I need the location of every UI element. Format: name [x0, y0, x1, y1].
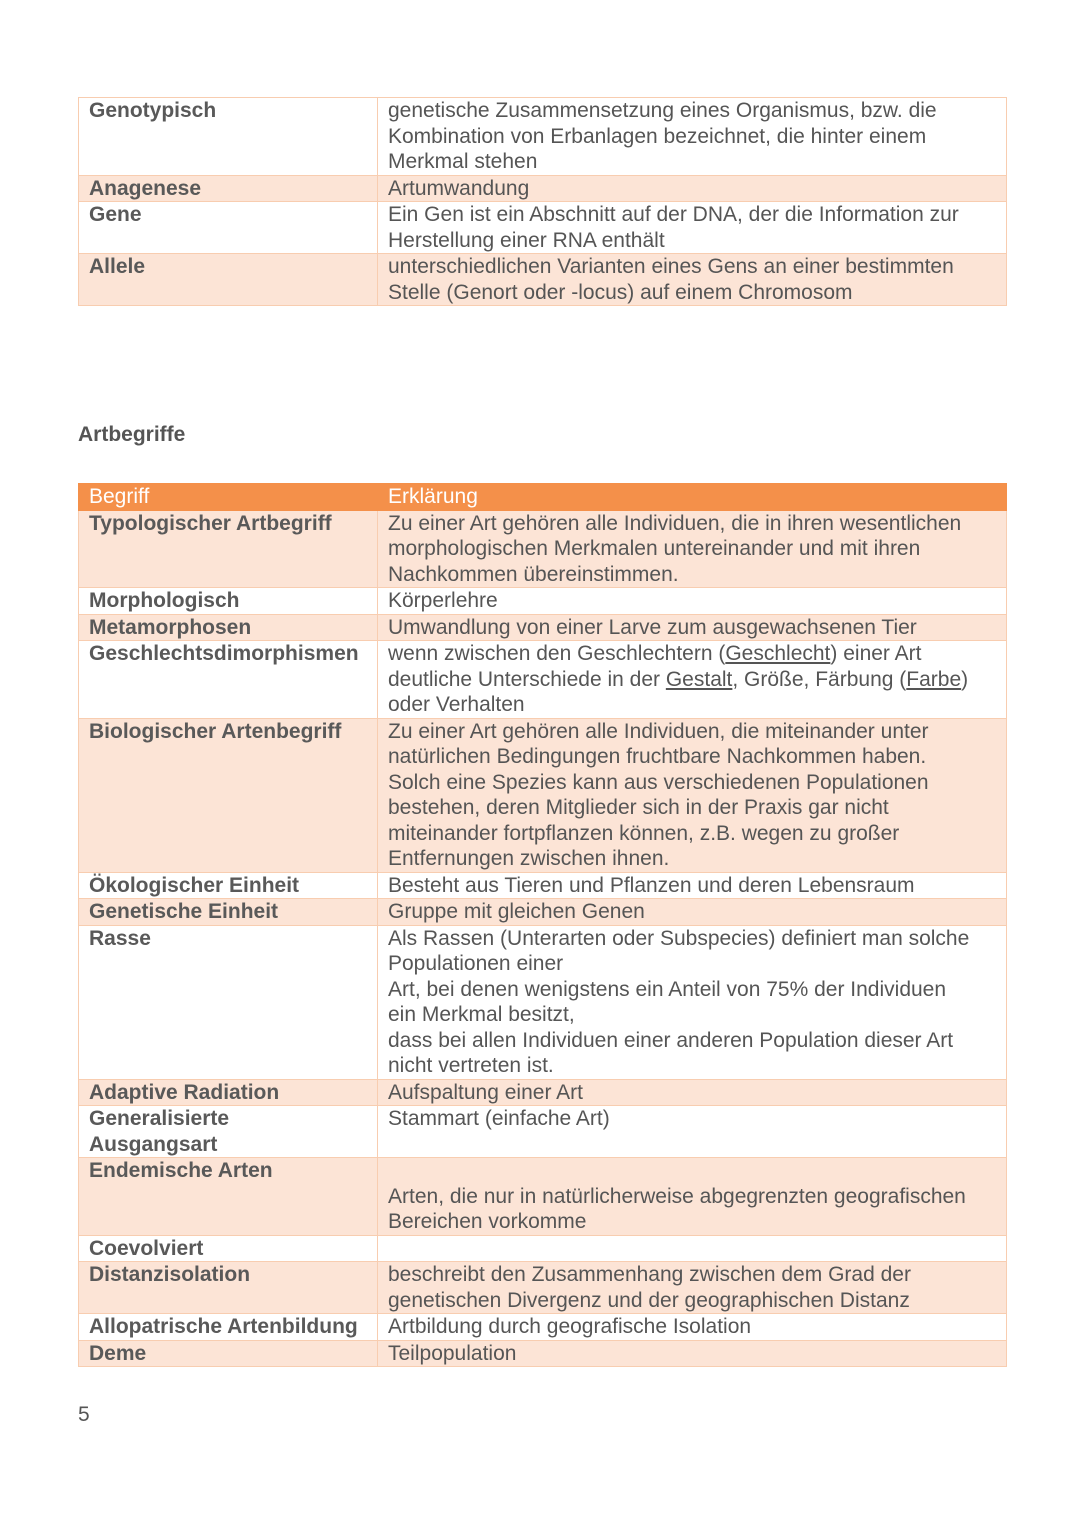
table-row — [79, 1106, 1007, 1158]
term-cell: Allopatrische Artenbildung — [79, 1314, 378, 1341]
table-row — [79, 1079, 1007, 1106]
definition-cell: Gruppe mit gleichen Genen — [378, 899, 1007, 926]
term-cell: Gene — [79, 202, 378, 254]
table-row — [79, 1314, 1007, 1341]
definition-cell: Umwandlung von einer Larve zum ausgewachsenen Tier — [378, 614, 1007, 641]
link-geschlecht[interactable]: Geschlecht — [725, 642, 831, 665]
table-row — [79, 872, 1007, 899]
definition-text: ) oder Verhalten — [388, 667, 969, 716]
definition-cell: Körperlehre — [378, 588, 1007, 615]
header-term: Begriff — [79, 484, 378, 511]
term-cell: Geschlechtsdimorphismen — [79, 641, 378, 719]
term-cell: Morphologisch — [79, 588, 378, 615]
table-row — [79, 254, 1007, 306]
term-cell: Adaptive Radiation — [79, 1079, 378, 1106]
definition-cell: beschreibt den Zusammenhang zwischen dem Grad der genetischen Divergenz und der geographischen Distanz — [378, 1262, 1007, 1314]
term-cell: Rasse — [79, 925, 378, 1079]
term-cell: Anagenese — [79, 175, 378, 202]
definition-cell: Arten, die nur in natürlicherweise abgegrenzten geografischen Bereichen vorkomme — [378, 1158, 1007, 1236]
term-cell: Coevolviert — [79, 1235, 378, 1262]
table-row — [79, 614, 1007, 641]
table-row — [79, 1340, 1007, 1367]
section-title: Artbegriffe — [78, 423, 186, 446]
header-definition: Erklärung — [378, 484, 1007, 511]
term-cell: Ökologischer Einheit — [79, 872, 378, 899]
term-cell: Deme — [79, 1340, 378, 1367]
term-cell: Generalisierte Ausgangsart — [79, 1106, 378, 1158]
definition-cell: Ein Gen ist ein Abschnitt auf der DNA, der die Information zur Herstellung einer RNA enthält — [378, 202, 1007, 254]
term-cell: Biologischer Artenbegriff — [79, 718, 378, 872]
definition-cell: Als Rassen (Unterarten oder Subspecies) definiert man solche Populationen einer Art, bei denen wenigstens ein Anteil von 75% der Individuen ein Merkmal besitzt, dass bei allen Individuen einer anderen Population dieser Art nicht vertreten ist. — [378, 925, 1007, 1079]
table-row — [79, 899, 1007, 926]
term-cell: Metamorphosen — [79, 614, 378, 641]
link-farbe[interactable]: Farbe — [906, 667, 962, 691]
definition-cell: Stammart (einfache Art) — [378, 1106, 1007, 1158]
table-header-row — [79, 484, 1007, 511]
term-cell: Endemische Arten — [79, 1158, 378, 1236]
definition-text: , Größe, Färbung ( — [732, 667, 907, 691]
definition-text: ) einer Art deutliche Unterschiede in der — [388, 642, 922, 691]
table-row — [79, 175, 1007, 202]
link-gestalt[interactable]: Gestalt — [665, 667, 733, 691]
definition-cell — [378, 641, 1007, 719]
definition-text: wenn zwischen den Geschlechtern ( — [388, 642, 726, 665]
definition-cell: genetische Zusammensetzung eines Organismus, bzw. die Kombination von Erbanlagen bezeichnet, die hinter einem Merkmal stehen — [378, 98, 1007, 176]
table-row — [79, 202, 1007, 254]
definition-cell: Teilpopulation — [378, 1340, 1007, 1367]
definitions-table-top — [78, 97, 1007, 306]
term-cell: Genotypisch — [79, 98, 378, 176]
definition-cell: Aufspaltung einer Art — [378, 1079, 1007, 1106]
definition-cell: Zu einer Art gehören alle Individuen, die miteinander unter natürlichen Bedingungen fruchtbare Nachkommen haben. Solch eine Spezies kann aus verschiedenen Populationen bestehen, deren Mitglieder sich in der Praxis gar nicht miteinander fortpflanzen können, z.B. wegen zu großer Entfernungen zwischen ihnen. — [378, 718, 1007, 872]
table-row — [79, 1262, 1007, 1314]
table-row — [79, 718, 1007, 872]
definition-cell: unterschiedlichen Varianten eines Gens an einer bestimmten Stelle (Genort oder -locus) auf einem Chromosom — [378, 254, 1007, 306]
definition-cell: Artbildung durch geografische Isolation — [378, 1314, 1007, 1341]
definition-cell: Zu einer Art gehören alle Individuen, die in ihren wesentlichen morphologischen Merkmalen untereinander und mit ihren Nachkommen übereinstimmen. — [378, 510, 1007, 588]
table-row — [79, 588, 1007, 615]
term-cell: Distanzisolation — [79, 1262, 378, 1314]
definition-cell: Artumwandung — [378, 175, 1007, 202]
term-cell: Typologischer Artbegriff — [79, 510, 378, 588]
table-row — [79, 510, 1007, 588]
definition-cell: Besteht aus Tieren und Pflanzen und deren Lebensraum — [378, 872, 1007, 899]
table-row — [79, 641, 1007, 719]
table-row — [79, 1235, 1007, 1262]
table-row — [79, 925, 1007, 1079]
table-row — [79, 98, 1007, 176]
page-number: 5 — [78, 1403, 90, 1426]
definition-cell — [378, 1235, 1007, 1262]
term-cell: Allele — [79, 254, 378, 306]
table-row — [79, 1158, 1007, 1236]
term-cell: Genetische Einheit — [79, 899, 378, 926]
definitions-table-artbegriffe — [78, 483, 1007, 1367]
